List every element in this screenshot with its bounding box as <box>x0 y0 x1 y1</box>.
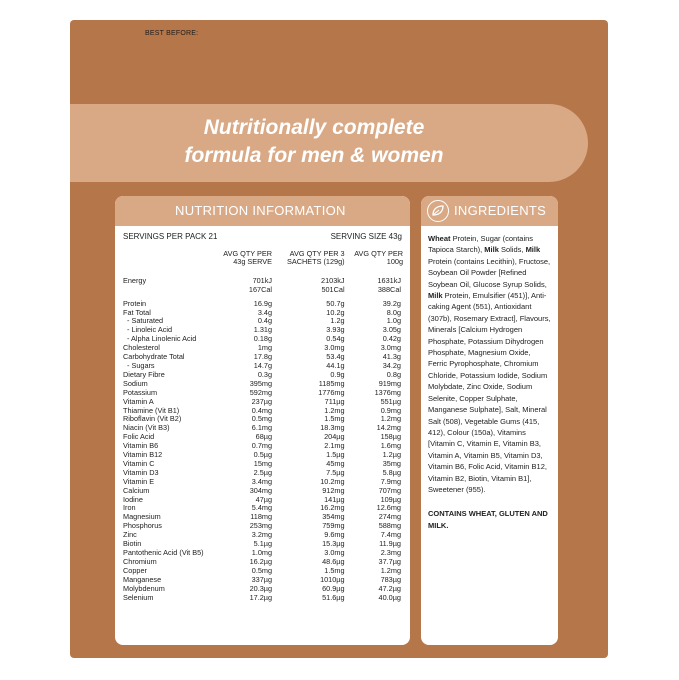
value-per-serve: 20.3µg <box>249 583 273 593</box>
value-per-serve: 1.0mg <box>251 548 273 557</box>
value-per-serve: 0.5mg <box>251 565 273 575</box>
value-per-3-sachets: 10.2g <box>326 307 345 317</box>
value-per-100g: 3.0mg <box>380 343 401 353</box>
value-per-serve: 701kJ <box>252 275 273 285</box>
ingredients-header <box>421 196 558 226</box>
best-before-label: BEST BEFORE: <box>145 30 199 37</box>
value-per-serve: 337µg <box>251 574 273 584</box>
value-per-3-sachets: 48.6µg <box>322 556 345 566</box>
value-per-3-sachets: 53.4g <box>326 352 345 362</box>
nutrient-name: Iron <box>123 503 136 513</box>
value-per-3-sachets: 51.6µg <box>322 592 345 602</box>
value-per-serve: 15mg <box>253 458 273 468</box>
banner-headline <box>70 114 558 170</box>
value-per-100g: 0.8g <box>386 369 401 379</box>
value-per-serve: 16.2µg <box>249 556 273 566</box>
allergen-word: Milk <box>428 291 443 301</box>
value-per-100g: 40.0µg <box>378 592 401 602</box>
value-per-serve: 237µg <box>251 396 273 406</box>
value-per-3-sachets: 15.3µg <box>322 539 345 549</box>
value-per-3-sachets: 1.2g <box>330 316 345 326</box>
leaf-icon <box>427 200 449 222</box>
nutrient-name: Fat Total <box>123 307 151 317</box>
column-header <box>123 250 218 277</box>
value-per-3-sachets: 204µg <box>324 432 345 442</box>
nutrient-name: Folic Acid <box>123 432 155 442</box>
value-per-3-sachets: 711µg <box>324 396 345 406</box>
nutrient-name: Biotin <box>123 539 142 549</box>
nutrient-name: Phosphorus <box>123 521 162 531</box>
nutrition-information-card <box>115 196 410 645</box>
value-per-100g: 388Cal <box>377 284 401 294</box>
nutrient-name: Calcium <box>123 485 150 495</box>
nutrient-name: Energy <box>123 275 147 285</box>
value-per-serve: 0.18g <box>253 334 273 344</box>
value-per-3-sachets: 45mg <box>326 458 345 468</box>
value-per-100g: 37.7µg <box>378 556 401 566</box>
value-per-serve: 0.4g <box>257 316 273 326</box>
value-per-3-sachets: 0.54g <box>326 334 345 344</box>
value-per-100g: 12.6mg <box>376 503 401 513</box>
nutrition-header-row <box>123 250 403 277</box>
value-per-serve: 0.5mg <box>251 414 273 424</box>
value-per-serve: 395mg <box>249 378 273 388</box>
allergen-word: Milk <box>525 245 541 255</box>
banner-line-1: Nutritionally complete <box>203 116 425 139</box>
nutrient-name: Vitamin D3 <box>123 467 159 477</box>
value-per-serve: 14.7g <box>253 360 273 370</box>
nutrient-name: Selenium <box>123 592 154 602</box>
servings-per-pack: SERVINGS PER PACK 21 <box>123 232 218 241</box>
value-per-100g: 11.9µg <box>379 539 401 549</box>
nutrient-name: Riboflavin (Vit B2) <box>123 414 182 424</box>
nutrient-name: Magnesium <box>123 512 161 522</box>
serving-size: SERVING SIZE 43g <box>330 232 402 241</box>
value-per-3-sachets: 10.2mg <box>320 476 345 486</box>
column-header-per-100g: AVG QTY PER 100g <box>354 249 403 267</box>
value-per-serve: 47µg <box>255 494 273 504</box>
value-per-serve: 592mg <box>249 387 273 397</box>
ingredients-title: INGREDIENTS <box>454 203 547 218</box>
value-per-3-sachets: 1185mg <box>318 378 345 388</box>
value-per-serve: 6.1mg <box>251 423 273 433</box>
value-per-100g: 109µg <box>380 494 401 504</box>
ingredient-text: Protein (contains Lecithin), Fructose, Soybean Oil Powder [Refined Soybean Oil, Glucose Syrup Solids, <box>428 256 551 289</box>
value-per-serve: 0.4mg <box>251 405 273 415</box>
nutrient-name: Vitamin A <box>123 396 154 406</box>
value-per-100g: 0.9mg <box>380 405 401 415</box>
value-per-100g: 35mg <box>382 458 401 468</box>
nutrient-name: Pantothenic Acid (Vit B5) <box>123 548 204 557</box>
value-per-serve: 5.1µg <box>253 539 273 549</box>
value-per-3-sachets: 3.0mg <box>324 548 345 557</box>
value-per-3-sachets: 44.1g <box>326 360 345 370</box>
value-per-serve: 3.2mg <box>251 530 273 540</box>
value-per-serve: 253mg <box>249 521 273 531</box>
value-per-3-sachets: 1776mg <box>318 387 345 397</box>
value-per-100g: 1.2µg <box>382 450 401 460</box>
value-per-100g: 39.2g <box>382 298 401 308</box>
nutrient-name: Chromium <box>123 556 157 566</box>
ingredient-text: Solids, <box>498 245 526 255</box>
value-per-serve: 0.7mg <box>251 441 273 451</box>
value-per-100g: 1.2mg <box>380 414 401 424</box>
nutrient-name: Carbohydrate Total <box>123 352 185 362</box>
servings-row <box>115 226 410 247</box>
value-per-100g: 1631kJ <box>377 275 401 285</box>
value-per-3-sachets: 60.9µg <box>322 583 345 593</box>
value-per-3-sachets: 3.93g <box>326 325 345 335</box>
value-per-3-sachets: 0.9g <box>330 369 345 379</box>
value-per-100g: 7.9mg <box>380 476 401 486</box>
value-per-serve: 68µg <box>255 432 273 442</box>
value-per-3-sachets: 354mg <box>322 512 345 522</box>
nutrient-name: Vitamin E <box>123 476 155 486</box>
value-per-serve: 304mg <box>249 485 273 495</box>
value-per-3-sachets: 9.6mg <box>324 530 345 540</box>
value-per-3-sachets: 912mg <box>322 485 345 495</box>
value-per-100g: 783µg <box>380 574 401 584</box>
allergen-word: Wheat <box>428 234 451 243</box>
nutrient-name: Manganese <box>123 574 162 584</box>
value-per-3-sachets: 18.3mg <box>320 423 345 433</box>
value-per-3-sachets: 1.2mg <box>324 405 345 415</box>
nutrient-name: Vitamin B6 <box>123 441 159 451</box>
value-per-100g: 7.4mg <box>380 530 401 540</box>
value-per-100g: 707mg <box>378 485 401 495</box>
nutrient-name <box>123 286 218 295</box>
nutrient-name: - Sugars <box>127 360 155 370</box>
value-per-3-sachets: 7.5µg <box>326 467 345 477</box>
value-per-100g: 0.42g <box>382 334 401 344</box>
value-per-100g: 3.05g <box>382 325 401 335</box>
ingredient-text: Protein, Sugar (contains Tapioca Starch), <box>428 234 534 255</box>
value-per-100g: 8.0g <box>386 307 401 317</box>
nutrition-table <box>123 250 403 602</box>
nutrient-name: Niacin (Vit B3) <box>123 423 170 433</box>
value-per-serve: 17.8g <box>253 352 273 362</box>
value-per-100g: 1.2mg <box>380 565 401 575</box>
table-row <box>123 286 403 295</box>
value-per-3-sachets: 1.5mg <box>324 565 345 575</box>
value-per-3-sachets: 141µg <box>324 494 345 504</box>
value-per-3-sachets: 1.5mg <box>324 414 345 424</box>
nutrient-name: Iodine <box>123 494 143 504</box>
value-per-3-sachets: 759mg <box>322 521 345 531</box>
nutrient-name: Cholesterol <box>123 343 160 353</box>
value-per-100g: 14.2mg <box>376 423 401 433</box>
value-per-3-sachets: 1.5µg <box>326 450 345 460</box>
value-per-serve: 3.4g <box>257 307 273 317</box>
banner-line-2: formula for men & women <box>184 144 444 167</box>
nutrient-name: Zinc <box>123 530 137 540</box>
value-per-3-sachets: 2.1mg <box>324 441 345 451</box>
value-per-3-sachets: 501Cal <box>321 284 345 294</box>
nutrient-name: - Linoleic Acid <box>127 325 173 335</box>
value-per-100g: 588mg <box>378 521 401 531</box>
nutrient-name: Potassium <box>123 387 158 397</box>
ingredient-text: Protein, Emulsifier (451)], Anti-caking Agent (551), Antioxidant (307b), Rosemary Extract], Flavours, Minerals [Calcium Hydrogen Phosphate, Potassium Dihydrogen Phosphate, Magnesium Oxide, Ferric Pyrophosphate, Chromium Chloride, Potassium Iodide, Sodium Molybdate, Zinc Oxide, Sodium Selenite, Copper Sulphate, Manganese Sulphate], Salt, Mineral Salt (508), Vegetable Gums (415, 412), Colour (150a), Vitamins [Vitamin C, Vitamin E, Vitamin B3, Vitamin A, Vitamin B5, Vitamin D3, Vitamin B6, Folic Acid, Vitamin B12, Vitamin B2, Biotin, Vitamin B1], Sweetener (955). <box>428 291 551 494</box>
value-per-serve: 5.4mg <box>251 503 273 513</box>
value-per-100g: 158µg <box>380 432 401 442</box>
allergen-statement: CONTAINS WHEAT, GLUTEN AND MILK. <box>428 509 548 530</box>
nutrient-name: Dietary Fibre <box>123 369 165 379</box>
nutrition-table-body <box>123 277 403 603</box>
value-per-100g: 1.6mg <box>380 441 401 451</box>
value-per-100g: 2.3mg <box>380 548 401 557</box>
value-per-3-sachets: 1010µg <box>320 574 345 584</box>
nutrient-name: Vitamin B12 <box>123 450 163 460</box>
value-per-serve: 0.3g <box>257 369 273 379</box>
value-per-100g: 551µg <box>380 396 401 406</box>
nutrient-name: Protein <box>123 298 147 308</box>
value-per-100g: 274mg <box>378 512 401 522</box>
value-per-100g: 5.8µg <box>382 467 401 477</box>
value-per-3-sachets: 3.0mg <box>324 343 345 353</box>
column-header-per-serve: AVG QTY PER 43g SERVE <box>223 249 273 267</box>
value-per-100g: 1.0g <box>386 316 401 326</box>
value-per-serve: 2.5µg <box>253 467 273 477</box>
value-per-serve: 17.2µg <box>249 592 273 602</box>
value-per-serve: 3.4mg <box>251 476 273 486</box>
value-per-serve: 0.5µg <box>253 450 273 460</box>
nutrient-name: Copper <box>123 565 147 575</box>
nutrient-name: Sodium <box>123 378 148 388</box>
value-per-3-sachets: 2103kJ <box>321 275 345 285</box>
value-per-100g: 34.2g <box>382 360 401 370</box>
value-per-100g: 41.3g <box>382 352 401 362</box>
nutrient-name: - Alpha Linolenic Acid <box>127 334 197 344</box>
nutrient-name: - Saturated <box>127 316 164 326</box>
value-per-serve: 1.31g <box>253 325 273 335</box>
ingredients-card <box>421 196 558 645</box>
value-per-serve: 16.9g <box>253 298 273 308</box>
value-per-serve: 167Cal <box>248 284 273 294</box>
value-per-3-sachets: 50.7g <box>326 298 345 308</box>
ingredients-list <box>421 226 558 495</box>
allergen-word: Milk <box>484 245 499 255</box>
nutrition-title: NUTRITION INFORMATION <box>115 196 410 226</box>
table-row <box>123 594 403 603</box>
nutrient-name: Thiamine (Vit B1) <box>123 405 180 415</box>
column-header-per-3-sachets: AVG QTY PER 3 SACHETS (129g) <box>286 249 345 267</box>
value-per-3-sachets: 16.2mg <box>320 503 345 513</box>
value-per-100g: 47.2µg <box>378 583 401 593</box>
value-per-100g: 1376mg <box>374 387 401 397</box>
value-per-100g: 919mg <box>378 378 401 388</box>
value-per-serve: 118mg <box>250 512 273 522</box>
nutrient-name: Vitamin C <box>123 458 155 468</box>
nutrient-name: Molybdenum <box>123 583 165 593</box>
value-per-serve: 1mg <box>257 343 273 353</box>
